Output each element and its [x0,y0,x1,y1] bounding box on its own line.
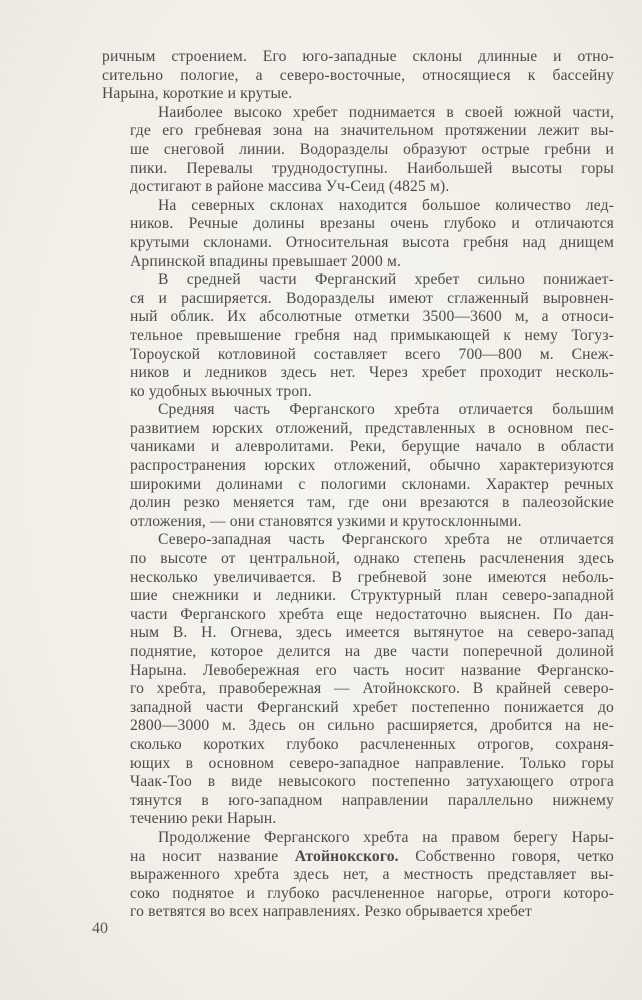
text-line: ный облик. Их абсолютные отметки 3500—3600 м, а относи- [130,308,614,326]
text-line: долин резко меняется там, где они врезаются в палеозойские [130,494,614,512]
text-line: выраженного хребта здесь нет, а местность представляет вы- [130,866,614,884]
text-line: тельное превышение гребня над примыкающей к нему Тогуз- [130,326,614,344]
text-line: Арпинской впадины превышает 2000 м. [130,252,402,270]
text-line: Наиболее высоко хребет поднимается в своей южной части, [158,103,614,121]
text-line: ным В. Н. Огнева, здесь имеется вытянутое на северо-запад [130,624,614,642]
text-line: широкими долинами с пологими склонами. Характер речных [130,475,614,493]
text-line: Тороуской котловиной составляет всего 700—800 м. Снеж- [130,345,614,363]
paragraph [102,829,614,922]
text-line: ющих в основном северо-западное направление. Только горы [130,754,614,772]
text-line: где его гребневая зона на значительном протяжении лежит вы- [130,122,614,140]
paragraph [102,104,614,197]
paragraph [102,401,614,531]
text-line: развитием юрских отложений, представленных в основном пес- [130,419,614,437]
paragraph [102,271,614,401]
text-line: шие снежники и ледники. Структурный план северо-западной [130,587,614,605]
bold-term: Атойнокского. [294,847,399,865]
text-line: ше снеговой линии. Водоразделы образуют острые гребни и [130,140,614,158]
text-line: На северных склонах находится большое количество лед- [158,196,614,214]
text-line: го ветвятся во всех направлениях. Резко обрывается хребет [130,903,532,921]
text-line: Нарына. Левобережная его часть носит название Ферганско- [130,661,614,679]
text-line: Продолжение Ферганского хребта на правом берегу Нары- [158,828,614,846]
text-line: течению реки Нарын. [130,810,277,828]
text-line: ричным строением. Его юго-западные склоны длинные и отно- [102,48,614,65]
text-line: соко поднятое и глубоко расчлененное нагорье, отроги которо- [130,884,614,902]
text-line: ников и ледников здесь нет. Через хребет проходит несколь- [130,364,614,382]
text-line: сительно пологие, а северо-восточные, относящиеся к бассейну [102,66,614,84]
text-line: Средняя часть Ферганского хребта отличается большим [158,401,614,419]
text-line: ко удобных вьючных троп. [130,382,312,400]
page-number: 40 [92,920,108,937]
text-line: по высоте от центральной, однако степень расчленения здесь [130,550,614,568]
text-line: ся и расширяется. Водоразделы имеют сглаженный выровнен- [130,289,614,307]
text-line: Чаак-Тоо в виде невысокого постепенно затухающего отрога [130,773,614,791]
paragraph [102,48,614,104]
text-line: Северо-западная часть Ферганского хребта не отличается [158,531,614,549]
text-line: 2800—3000 м. Здесь он сильно расширяется, дробится на не- [130,717,614,735]
text-line: тянутся в юго-западном направлении параллельно нижнему [130,791,614,809]
text-line: ников. Речные долины врезаны очень глубоко и отличаются [130,215,614,233]
text-line: Нарына, короткие и крутые. [102,85,293,103]
body-text [102,48,614,922]
text-line: несколько увеличивается. В гребневой зоне имеются неболь- [130,568,614,586]
paragraph [102,197,614,271]
paragraph [102,531,614,829]
text-line: отложения, — они становятся узкими и крутосклонными. [130,512,522,530]
text-line: части Ферганского хребта еще недостаточно выяснен. По дан- [130,605,614,623]
text-line: достигают в районе массива Уч-Сеид (4825 м). [130,178,450,196]
text-line: чаниками и алевролитами. Реки, берущие начало в области [130,438,614,456]
text-line: распространения юрских отложений, обычно характеризуются [130,457,614,475]
text-line: В средней части Ферганский хребет сильно понижает- [158,271,614,289]
text-line: поднятие, которое делится на две части поперечной долиной [130,643,614,660]
text-line: сколько коротких глубоко расчлененных отрогов, сохраня- [130,735,614,753]
text-line: крутыми склонами. Относительная высота гребня над днищем [130,233,614,251]
text-line: пики. Перевалы труднодоступны. Наибольшей высоты горы [130,159,614,177]
text-line: западной части Ферганский хребет постепенно понижается до [130,698,614,716]
text-line: на носит название Атойнокского. Собственно говоря, четко [130,847,614,865]
text-line: го хребта, правобережная — Атойнокского. В крайней северо- [130,680,614,698]
